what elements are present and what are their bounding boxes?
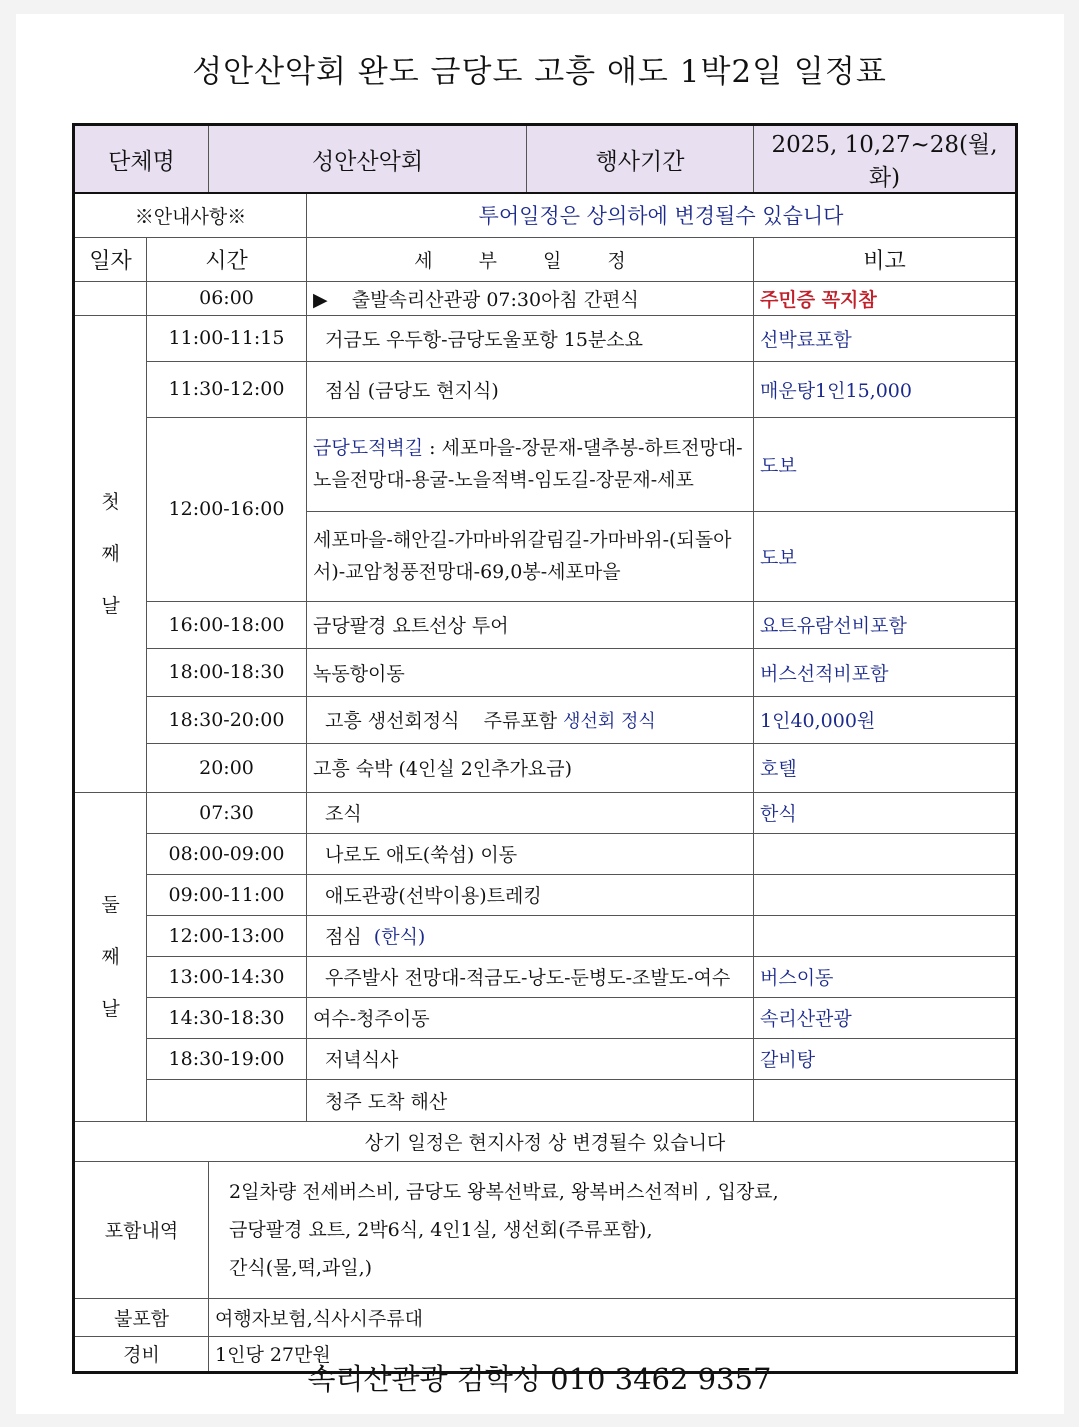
row-note: 선박료포함: [754, 315, 1017, 361]
row-detail-text: 고흥 생선회정식 주류포함: [325, 710, 564, 732]
org-value: 성안산악회: [209, 125, 527, 194]
day2-label-line: 둘 째 날: [101, 893, 120, 1020]
notice-row: [74, 193, 1017, 237]
table-row: [74, 281, 1017, 315]
col-detail: 세 부 일 정: [307, 237, 754, 281]
col-day: 일자: [74, 237, 147, 281]
col-time: 시간: [147, 237, 307, 281]
change-notice: 상기 일정은 현지사정 상 변경될수 있습니다: [74, 1121, 1017, 1161]
table-row: [74, 315, 1017, 361]
excluded-label: 불포함: [74, 1298, 209, 1336]
row-detail: [307, 696, 754, 743]
row-note: [754, 874, 1017, 915]
cost-value: 1인당 27만원: [209, 1336, 1017, 1372]
row-note: 호텔: [754, 743, 1017, 792]
column-header-row: [74, 237, 1017, 281]
cost-label: 경비: [74, 1336, 209, 1372]
row-note: [754, 1079, 1017, 1121]
row-time: 18:30-19:00: [147, 1038, 307, 1079]
day2-label: [74, 792, 147, 1121]
row-detail: 조식: [307, 792, 754, 833]
row-note: [754, 915, 1017, 956]
row-time: 11:30-12:00: [147, 361, 307, 417]
table-row: [74, 743, 1017, 792]
table-row: [74, 648, 1017, 696]
row-detail: 고흥 숙박 (4인실 2인추가요금): [307, 743, 754, 792]
table-row: [74, 696, 1017, 743]
row-time: 11:00-11:15: [147, 315, 307, 361]
row-time: 18:30-20:00: [147, 696, 307, 743]
row-detail: [307, 281, 754, 315]
row-time: 20:00: [147, 743, 307, 792]
row-note: 속리산관광: [754, 997, 1017, 1038]
row-note: 주민증 꼭지참: [754, 281, 1017, 315]
table-row: [74, 833, 1017, 874]
row-detail: [307, 915, 754, 956]
org-label: 단체명: [74, 125, 209, 194]
row-time: 12:00-13:00: [147, 915, 307, 956]
notice-text: 투어일정은 상의하에 변경될수 있습니다: [307, 193, 1017, 237]
route-name: 금당도적벽길: [313, 437, 424, 459]
included-line: 간식(물,떡,과일,): [229, 1256, 373, 1279]
row-note: 1인40,000원: [754, 696, 1017, 743]
row-detail-text: 출발속리산관광 07:30아침 간편식: [351, 288, 639, 311]
row-time: 13:00-14:30: [147, 956, 307, 997]
row-detail: 금당팔경 요트선상 투어: [307, 601, 754, 648]
row-time: 08:00-09:00: [147, 833, 307, 874]
header-row: [74, 125, 1017, 194]
row-detail: 우주발사 전망대-적금도-낭도-둔병도-조발도-여수: [307, 956, 754, 997]
schedule-table: [72, 123, 1018, 1374]
table-row: [74, 417, 1017, 511]
row-detail: 애도관광(선박이용)트레킹: [307, 874, 754, 915]
row-time: 06:00: [147, 281, 307, 315]
row-detail: 저녁식사: [307, 1038, 754, 1079]
row-note: 갈비탕: [754, 1038, 1017, 1079]
row-detail: 세포마을-해안길-가마바위갈림길-가마바위-(되돌아서)-교암청풍전망대-69,0봉-세포마을: [307, 511, 754, 601]
row-detail-text: 점심: [325, 926, 374, 948]
row-detail: 여수-청주이동: [307, 997, 754, 1038]
row-detail: 청주 도착 해산: [307, 1079, 754, 1121]
row-note: 도보: [754, 417, 1017, 511]
table-row: [74, 915, 1017, 956]
table-row: [74, 1079, 1017, 1121]
table-row: [74, 956, 1017, 997]
row-time: 12:00-16:00: [147, 417, 307, 601]
row-note: 요트유람선비포함: [754, 601, 1017, 648]
row-time: 18:00-18:30: [147, 648, 307, 696]
row-note: 도보: [754, 511, 1017, 601]
table-row: [74, 361, 1017, 417]
route-detail: : 세포마을-장문재-댈추봉-하트전망대-노을전망대-용굴-노을적벽-임도길-장문재-세포: [313, 437, 743, 491]
table-row: [74, 601, 1017, 648]
row-time: 14:30-18:30: [147, 997, 307, 1038]
play-marker-icon: ▶: [313, 288, 328, 311]
change-notice-row: [74, 1121, 1017, 1161]
period-value: 2025, 10,27~28(월,화): [754, 125, 1017, 194]
row-detail: 점심 (금당도 현지식): [307, 361, 754, 417]
row-note: 버스선적비포함: [754, 648, 1017, 696]
table-row: [74, 874, 1017, 915]
day1-label-line: 첫 째 날: [101, 490, 120, 617]
col-note: 비고: [754, 237, 1017, 281]
table-row: [74, 792, 1017, 833]
table-row: [74, 1038, 1017, 1079]
included-list: [209, 1161, 1017, 1298]
period-label: 행사기간: [527, 125, 754, 194]
excluded-value: 여행자보험,식사시주류대: [209, 1298, 1017, 1336]
notice-label: ※안내사항※: [74, 193, 307, 237]
row-detail: 나로도 애도(쑥섬) 이동: [307, 833, 754, 874]
included-label: 포함내역: [74, 1161, 209, 1298]
row-time: 07:30: [147, 792, 307, 833]
row-detail: [307, 417, 754, 511]
row-note: [754, 833, 1017, 874]
included-line: 2일차량 전세버스비, 금당도 왕복선박료, 왕복버스선적비 , 입장료,: [229, 1180, 779, 1203]
row-detail-highlight: 생선회 정식: [563, 711, 656, 732]
row-note: 매운탕1인15,000: [754, 361, 1017, 417]
page-title: 성안산악회 완도 금당도 고흥 애도 1박2일 일정표: [192, 54, 887, 90]
day1-label: [74, 315, 147, 792]
included-row: [74, 1161, 1017, 1298]
contact-footer: 속리산관광 김학성 010 3462 9357: [307, 1362, 772, 1396]
excluded-row: [74, 1298, 1017, 1336]
row-note: 버스이동: [754, 956, 1017, 997]
row-detail: 녹동항이동: [307, 648, 754, 696]
row-detail-highlight: (한식): [373, 926, 426, 948]
row-time: 09:00-11:00: [147, 874, 307, 915]
row-note: 한식: [754, 792, 1017, 833]
row-time: [147, 1079, 307, 1121]
row-detail: 거금도 우두항-금당도울포항 15분소요: [307, 315, 754, 361]
day-cell-empty: [74, 281, 147, 315]
table-row: [74, 997, 1017, 1038]
row-time: 16:00-18:00: [147, 601, 307, 648]
included-line: 금당팔경 요트, 2박6식, 4인1실, 생선회(주류포함),: [229, 1218, 653, 1241]
